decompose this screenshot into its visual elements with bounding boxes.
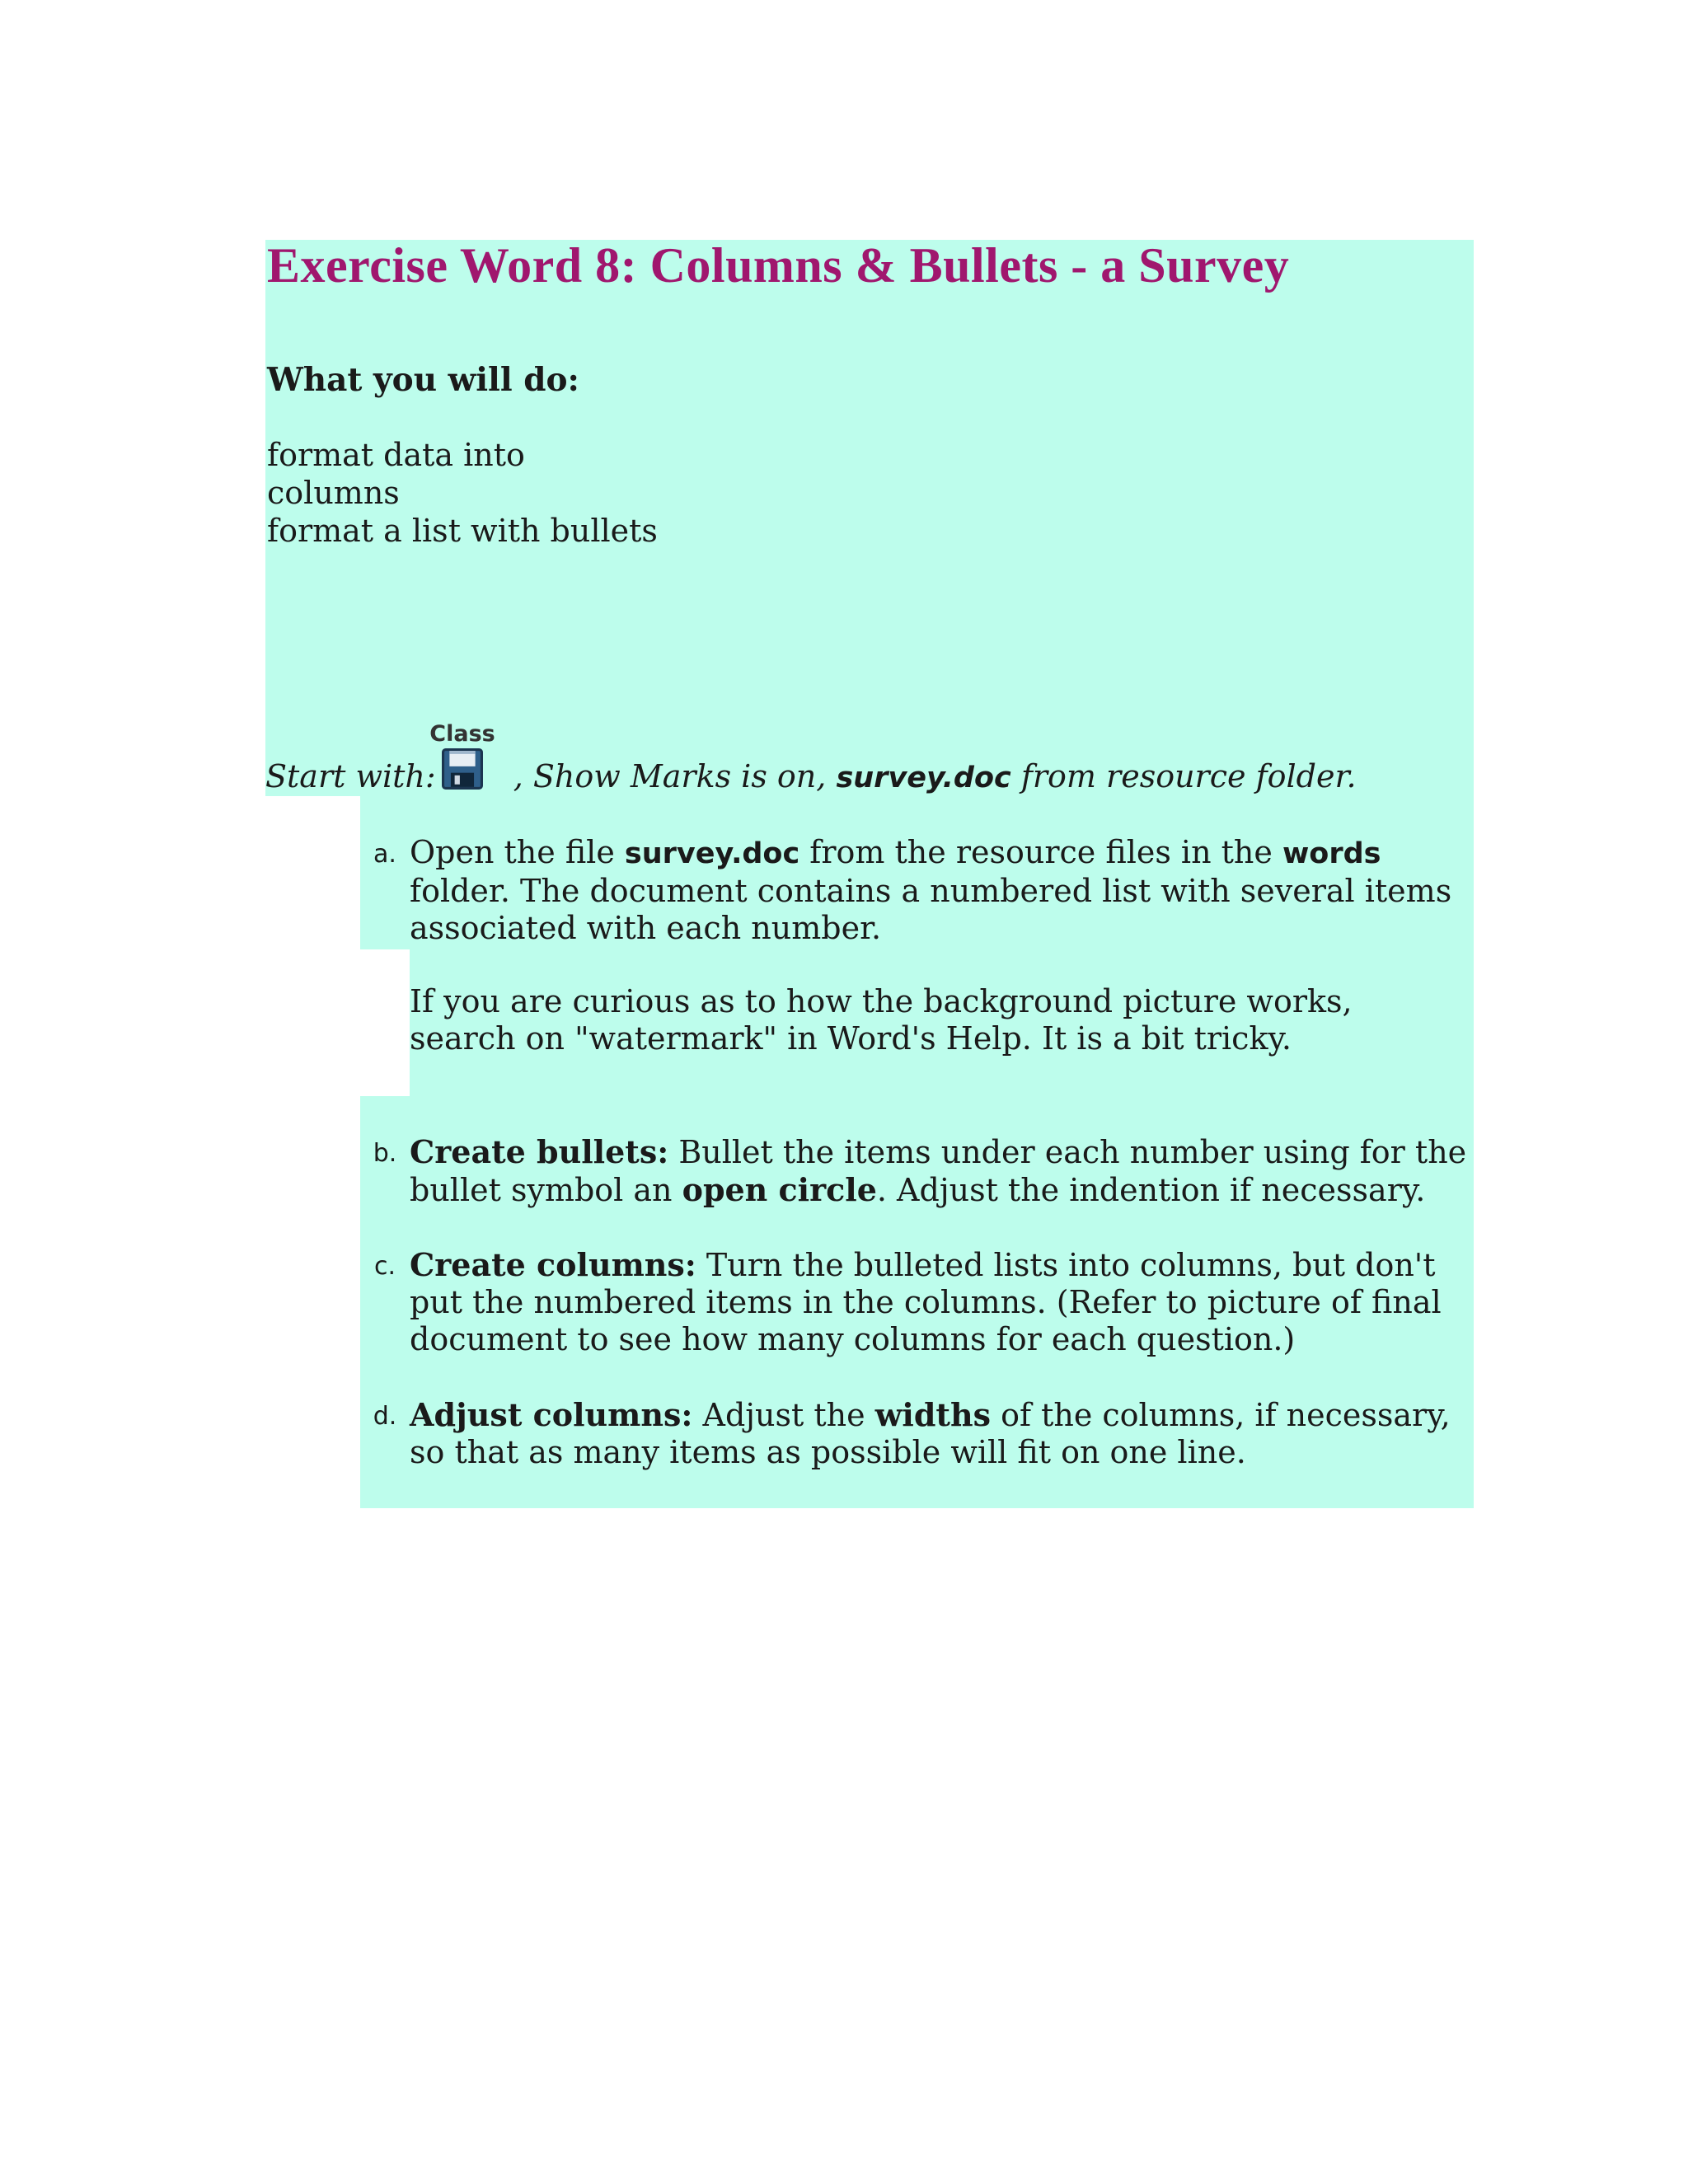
objectives-list [267, 436, 658, 550]
step-marker: b. [373, 1139, 397, 1168]
step-b [360, 1133, 1474, 1209]
step-body [410, 834, 1474, 947]
step-d [360, 1396, 1474, 1471]
objective-item: format data into [267, 437, 525, 473]
step-marker: c. [373, 1252, 396, 1281]
step-text: folder. The document contains a numbered list with several items associated with each number. [410, 873, 1452, 946]
file-name: survey.doc [624, 837, 800, 870]
step-emphasis: widths [874, 1396, 991, 1433]
start-with-label: Start with: [265, 758, 436, 794]
step-text: Bullet the items under each number using for the bullet symbol an [410, 1134, 1467, 1208]
objective-item: format a list with bullets [267, 513, 658, 549]
step-lead: Create bullets: [410, 1133, 669, 1170]
what-you-will-do-heading: What you will do: [267, 361, 579, 399]
step-c [360, 1246, 1474, 1358]
step-marker: d. [373, 1402, 397, 1431]
step-text: Open the file [410, 834, 625, 870]
step-text: Adjust the [692, 1397, 875, 1433]
step-emphasis: open circle [682, 1171, 877, 1208]
step-text: Turn the bulleted lists into columns, but don't put the numbered items in the columns. (Refer to picture of final document to see how many columns for each question.) [410, 1247, 1442, 1357]
watermark-note: If you are curious as to how the background picture works, search on "watermark" in Word's Help. It is a bit tricky. [410, 983, 1353, 1057]
step-lead: Adjust columns: [410, 1396, 693, 1433]
class-label: Class [429, 721, 495, 747]
start-with-text-after: from resource folder. [1010, 758, 1357, 794]
step-marker: a. [373, 840, 396, 869]
step-text: from the resource files in the [799, 834, 1282, 870]
step-a [360, 834, 1474, 947]
step-body [410, 1396, 1474, 1471]
step-text: . Adjust the indention if necessary. [876, 1172, 1426, 1208]
step-body [410, 1246, 1474, 1358]
start-with-line [265, 757, 1357, 798]
step-lead: Create columns: [410, 1246, 696, 1283]
page-title: Exercise Word 8: Columns & Bullets - a Survey [267, 238, 1290, 293]
folder-name: words [1282, 837, 1381, 870]
step-body [410, 1133, 1474, 1209]
step-text: of the columns, if necessary, so that as many items as possible will fit on one line. [410, 1397, 1451, 1470]
highlight-notch [360, 949, 410, 1096]
objective-item: columns [267, 475, 400, 511]
start-file-name: survey.doc [836, 762, 1011, 794]
start-with-text: , Show Marks is on, [513, 758, 837, 794]
